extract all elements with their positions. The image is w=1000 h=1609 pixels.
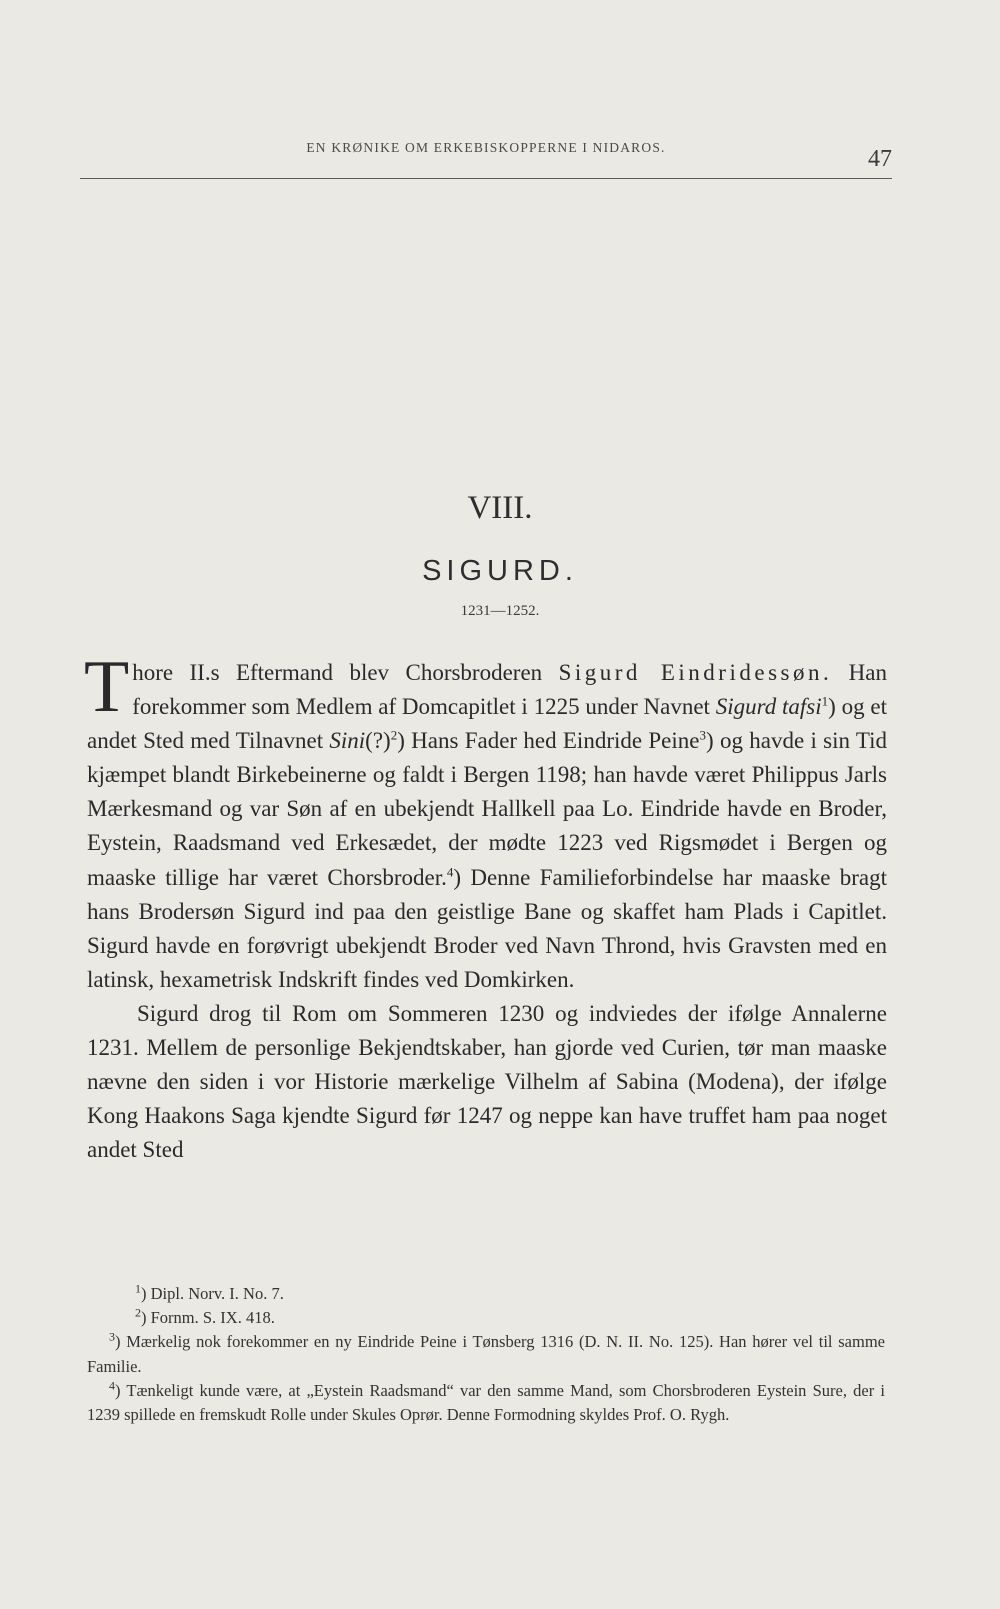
chapter-title: SIGURD. xyxy=(422,555,578,587)
spaced-name: Sigurd Eindridessøn. xyxy=(558,660,833,685)
footnote-text: ) Dipl. Norv. I. No. 7. xyxy=(141,1284,284,1303)
drop-cap: T xyxy=(84,646,130,728)
italic-name: Sini xyxy=(329,728,366,754)
footnote-ref-2: 2 xyxy=(390,727,398,743)
footnote-mark: 2 xyxy=(135,1305,141,1320)
footnote-text: ) Mærkelig nok forekommer en ny Eindride Peine i Tønsberg 1316 (D. N. II. No. 125). Han hører vel til samme Familie. xyxy=(87,1332,885,1376)
footnote xyxy=(87,1330,885,1378)
running-title: EN KRØNIKE OM ERKEBISKOPPERNE I NIDAROS. xyxy=(306,140,666,155)
footnote-mark: 4 xyxy=(109,1378,115,1393)
footnote-mark: 1 xyxy=(135,1281,141,1296)
paragraph-2: Sigurd drog til Rom om Sommeren 1230 og indviedes der ifølge Annalerne 1231. Mellem de personlige Bekjendtskaber, han gjorde ved Curien, tør man maaske nævne den siden i vor Historie mærkelige Vilhelm af Sabina (Modena), der ifølge Kong Haakons Saga kjendte Sigurd før 1247 og neppe kan have truffet ham paa noget andet Sted xyxy=(87,1000,887,1163)
text-run: hore II.s Eftermand blev Chorsbroderen xyxy=(132,660,559,685)
text-run: ) og et andet Sted med Tilnavnet xyxy=(87,694,887,754)
footnote-text: ) Fornm. S. IX. 418. xyxy=(141,1308,275,1328)
footnote xyxy=(87,1379,885,1427)
footnote-ref-3: 3 xyxy=(699,727,706,743)
text-run: (?) xyxy=(365,728,391,754)
italic-name: Sigurd tafsi xyxy=(715,694,822,720)
chapter-dates: 1231—1252. xyxy=(460,603,540,619)
footnotes xyxy=(87,1281,885,1427)
paragraph-1 xyxy=(84,646,887,997)
chapter-number: VIII. xyxy=(467,490,533,526)
footnote-mark: 3 xyxy=(109,1329,115,1344)
text-run: ) og havde i sin Tid kjæmpet blandt Birkebeinerne og faldt i Bergen 1198; han havde været Philippus Jarls Mærkesmand og var Søn af en ubekjendt Hallkell paa Lo. Eindride havde en Broder, Eystein, Raadsmand ved Erkesædet, der mødte 1223 ved Rigsmødet i Bergen og maaske tillige har været Chorsbroder. xyxy=(87,728,887,890)
footnote-ref-1: 1 xyxy=(821,693,829,709)
footnote xyxy=(113,1282,885,1306)
text-run: ) Hans Fader hed Eindride Peine xyxy=(397,728,700,754)
footnote-ref-4: 4 xyxy=(446,863,454,879)
text-run: ) Denne Familieforbindelse har maaske bragt hans Brodersøn Sigurd ind paa den geistlige Bane og skaffet ham Plads i Capitlet. Sigurd havde en forøvrigt ubekjendt Broder ved Navn Thrond, hvis Gravsten med en latinsk, hexametrisk Indskrift findes ved Domkirken. xyxy=(87,864,887,992)
page-number: 47 xyxy=(868,146,892,172)
body-text xyxy=(84,646,887,1167)
footnote xyxy=(113,1306,885,1330)
text-run: Han forekommer som Medlem af Domcapitlet i 1225 under Navnet xyxy=(132,660,887,720)
running-header xyxy=(80,138,892,179)
footnote-text: ) Tænkeligt kunde være, at „Eystein Raadsmand“ var den samme Mand, som Chorsbroderen Eystein Sure, der i 1239 spillede en fremskudt Rolle under Skules Oprør. Denne Formodning skyldes Prof. O. Rygh. xyxy=(87,1380,885,1425)
